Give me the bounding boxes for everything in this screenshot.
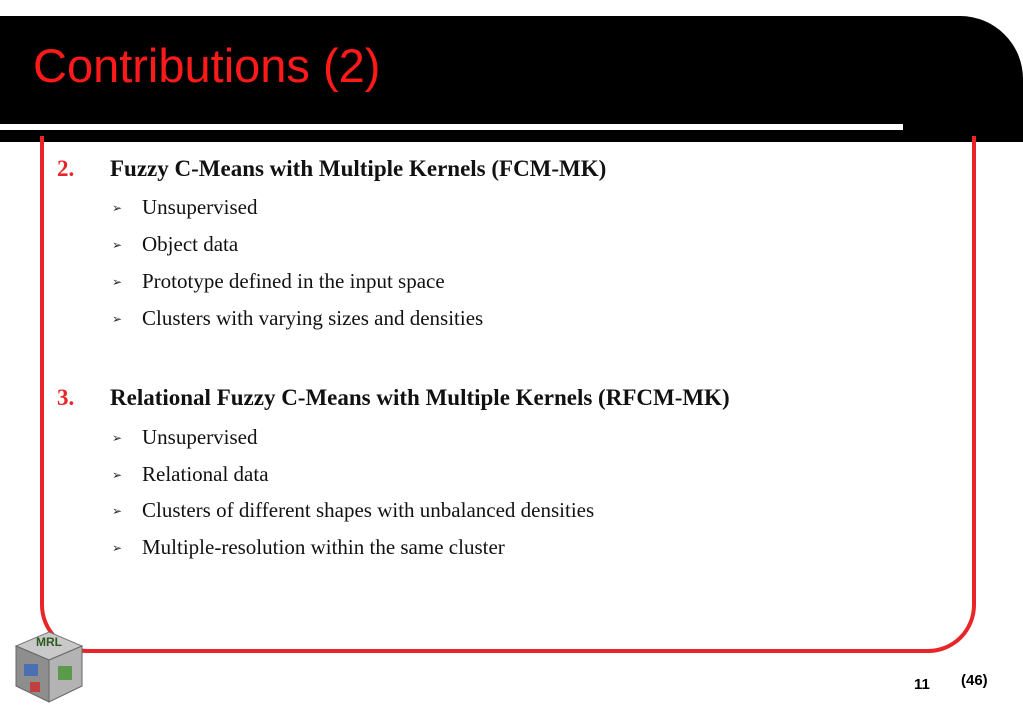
section-number: 3. <box>57 385 75 410</box>
list-item: ➢ Prototype defined in the input space <box>112 269 445 293</box>
chevron-right-icon: ➢ <box>112 275 123 289</box>
chevron-right-icon: ➢ <box>112 201 123 215</box>
page-number: 11 <box>914 676 930 693</box>
chevron-right-icon: ➢ <box>112 312 123 326</box>
list-item: ➢ Relational data <box>112 462 269 486</box>
list-item: ➢ Clusters of different shapes with unbalanced densities <box>112 498 595 522</box>
list-item: ➢ Unsupervised <box>112 425 258 449</box>
page-total: (46) <box>961 672 988 689</box>
slide-title: Contributions (2) <box>33 39 381 92</box>
section-heading-rfcm-mk <box>57 385 730 411</box>
section-title: Fuzzy C-Means with Multiple Kernels (FCM-MK) <box>110 156 607 181</box>
chevron-right-icon: ➢ <box>112 541 123 555</box>
list-item: ➢ Clusters with varying sizes and densities <box>112 306 484 330</box>
section-number: 2. <box>57 156 75 181</box>
chevron-right-icon: ➢ <box>112 238 123 252</box>
list-item: ➢ Multiple-resolution within the same cluster <box>112 535 505 559</box>
chevron-right-icon: ➢ <box>112 504 123 518</box>
list-item: ➢ Object data <box>112 232 239 256</box>
mrl-logo <box>12 626 86 706</box>
list-item: ➢ Unsupervised <box>112 195 258 219</box>
chevron-right-icon: ➢ <box>112 431 123 445</box>
section-title: Relational Fuzzy C-Means with Multiple Kernels (RFCM-MK) <box>110 385 730 410</box>
title-underline <box>0 124 903 130</box>
chevron-right-icon: ➢ <box>112 468 123 482</box>
logo-text: MRL <box>36 635 62 649</box>
section-heading-fcm-mk <box>57 156 606 182</box>
